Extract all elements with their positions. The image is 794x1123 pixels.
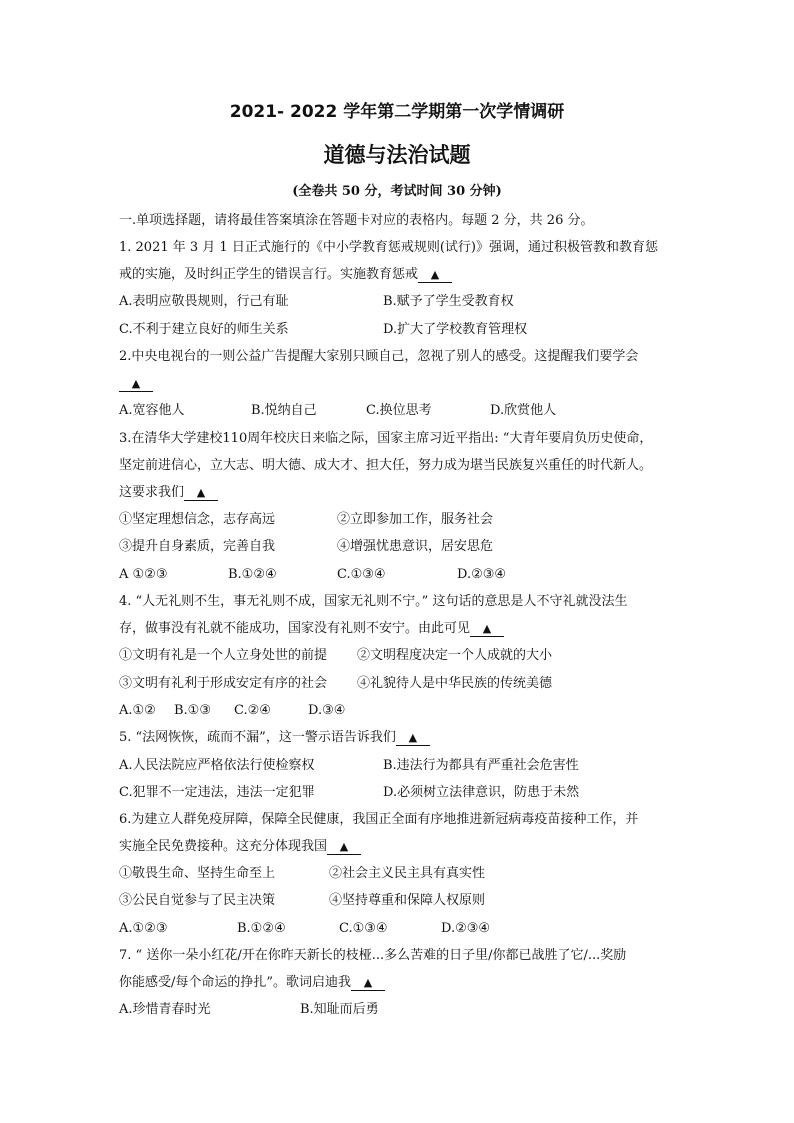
q6-statement-2: ②社会主义民主具有真实性: [329, 866, 486, 881]
q1-answer-blank: ▲: [418, 267, 452, 283]
q2-stem-line-1: 2.中央电视台的一则公益广告提醒大家别只顾自己，忽视了别人的感受。这提醒我们要学会: [119, 349, 639, 364]
q6-statement-4: ④坚持尊重和保障人权原则: [329, 893, 486, 908]
q5-option-a: A.人民法院应严格依法行使检察权: [119, 758, 315, 773]
q5-stem-text: 5. “法网恢恢，疏而不漏”，这一警示语告诉我们: [119, 730, 396, 745]
q5-option-b: B.违法行为都具有严重社会危害性: [383, 758, 579, 773]
exam-title: 2021- 2022 学年第二学期第一次学情调研: [229, 102, 565, 122]
q4-stem-text: 存，做事没有礼就不能成功，国家没有礼则不安宁。由此可见: [119, 621, 471, 636]
q4-statement-4: ④礼貌待人是中华民族的传统美德: [357, 676, 553, 691]
section-instruction: 一.单项选择题，请将最佳答案填涂在答题卡对应的表格内。每题 2 分，共 26 分。: [119, 213, 594, 228]
q6-option-b: B.①②④: [237, 921, 286, 936]
q2-stem-line-2: [119, 375, 153, 393]
q5-answer-blank: ▲: [396, 730, 430, 746]
q6-option-c: C.①③④: [339, 921, 388, 936]
q6-option-d: D.②③④: [441, 921, 491, 936]
q3-statement-4: ④增强忧患意识，居安思危: [337, 539, 494, 554]
q4-option-c: C.②④: [234, 703, 271, 718]
q7-stem-line-1: 7. “ 送你一朵小红花/开在你昨天新长的枝桠...多么苦难的日子里/你都已战胜了它/...奖励: [119, 948, 627, 963]
q3-statement-1: ①坚定理想信念，志存高远: [119, 512, 276, 527]
q3-stem-text: 这要求我们: [119, 485, 185, 500]
q7-stem-line-2: [119, 974, 385, 992]
q3-stem-line-3: [119, 484, 218, 502]
exam-note: (全卷共 50 分，考试时间 30 分钟): [292, 184, 502, 199]
q4-statement-2: ②文明程度决定一个人成就的大小: [357, 648, 553, 663]
q4-stem-line-1: 4. “人无礼则不生，事无礼则不成，国家无礼则不宁。” 这句话的意思是人不守礼就没法生: [119, 594, 628, 609]
q7-option-a: A.珍惜青春时光: [119, 1002, 211, 1017]
q3-statement-3: ③提升自身素质，完善自我: [119, 539, 276, 554]
q4-option-a: A.①②: [119, 703, 156, 718]
q3-stem-line-2: 坚定前进信心，立大志、明大德、成大才、担大任，努力成为堪当民族复兴重任的时代新人。: [119, 458, 653, 473]
q4-option-d: D.③④: [308, 703, 346, 718]
q2-option-c: C.换位思考: [366, 403, 432, 418]
q7-option-b: B.知耻而后勇: [300, 1002, 379, 1017]
q2-answer-blank: ▲: [119, 376, 153, 392]
q3-statement-2: ②立即参加工作，服务社会: [337, 512, 494, 527]
q1-option-c: C.不利于建立良好的师生关系: [119, 322, 289, 337]
q1-stem-text: 戒的实施，及时纠正学生的错误言行。实施教育惩戒: [119, 267, 419, 282]
q3-answer-blank: ▲: [184, 485, 218, 501]
q6-stem-text: 实施全民免费接种。这充分体现我国: [119, 839, 328, 854]
q6-statement-3: ③公民自觉参与了民主决策: [119, 893, 276, 908]
q1-option-d: D.扩大了学校教育管理权: [383, 322, 528, 337]
q3-stem-line-1: 3.在清华大学建校110周年校庆日来临之际，国家主席习近平指出: “大青年要肩负历史使命，: [119, 431, 653, 446]
q2-option-a: A.宽容他人: [119, 403, 185, 418]
q3-option-d: D.②③④: [457, 567, 507, 582]
q2-option-b: B.悦纳自己: [251, 403, 317, 418]
q5-option-d: D.必须树立法律意识，防患于未然: [383, 785, 580, 800]
q1-option-b: B.赋予了学生受教育权: [383, 294, 514, 309]
q6-stem-line-2: [119, 838, 361, 856]
q6-stem-line-1: 6.为建立人群免疫屏障，保障全民健康，我国正全面有序地推进新冠病毒疫苗接种工作，并: [119, 812, 639, 827]
q1-option-a: A.表明应敬畏规则，行己有耻: [119, 294, 289, 309]
q2-option-d: D.欣赏他人: [490, 403, 557, 418]
q4-stem-line-2: [119, 620, 504, 638]
q1-stem-line-1: 1. 2021 年 3 月 1 日正式施行的《中小学教育惩戒规则(试行)》强调，通过积极管教和教育惩: [119, 240, 658, 255]
q6-option-a: A.①②③: [119, 921, 168, 936]
exam-subject: 道德与法治试题: [323, 142, 471, 167]
q3-option-a: A ①②③: [119, 567, 168, 582]
q4-option-b: B.①③: [174, 703, 211, 718]
q3-option-b: B.①②④: [228, 567, 277, 582]
q4-statement-1: ①文明有礼是一个人立身处世的前提: [119, 648, 328, 663]
q1-stem-line-2: [119, 266, 452, 284]
q6-statement-1: ①敬畏生命、坚持生命至上: [119, 866, 276, 881]
q4-statement-3: ③文明有礼利于形成安定有序的社会: [119, 676, 328, 691]
q3-option-c: C.①③④: [337, 567, 386, 582]
q5-stem-line-1: [119, 729, 430, 747]
q6-answer-blank: ▲: [327, 839, 361, 855]
q7-answer-blank: ▲: [351, 975, 385, 991]
q7-stem-text: 你能感受/每个命运的挣扎”。歌词启迪我: [119, 975, 352, 990]
q4-answer-blank: ▲: [470, 621, 504, 637]
q5-option-c: C.犯罪不一定违法，违法一定犯罪: [119, 785, 315, 800]
